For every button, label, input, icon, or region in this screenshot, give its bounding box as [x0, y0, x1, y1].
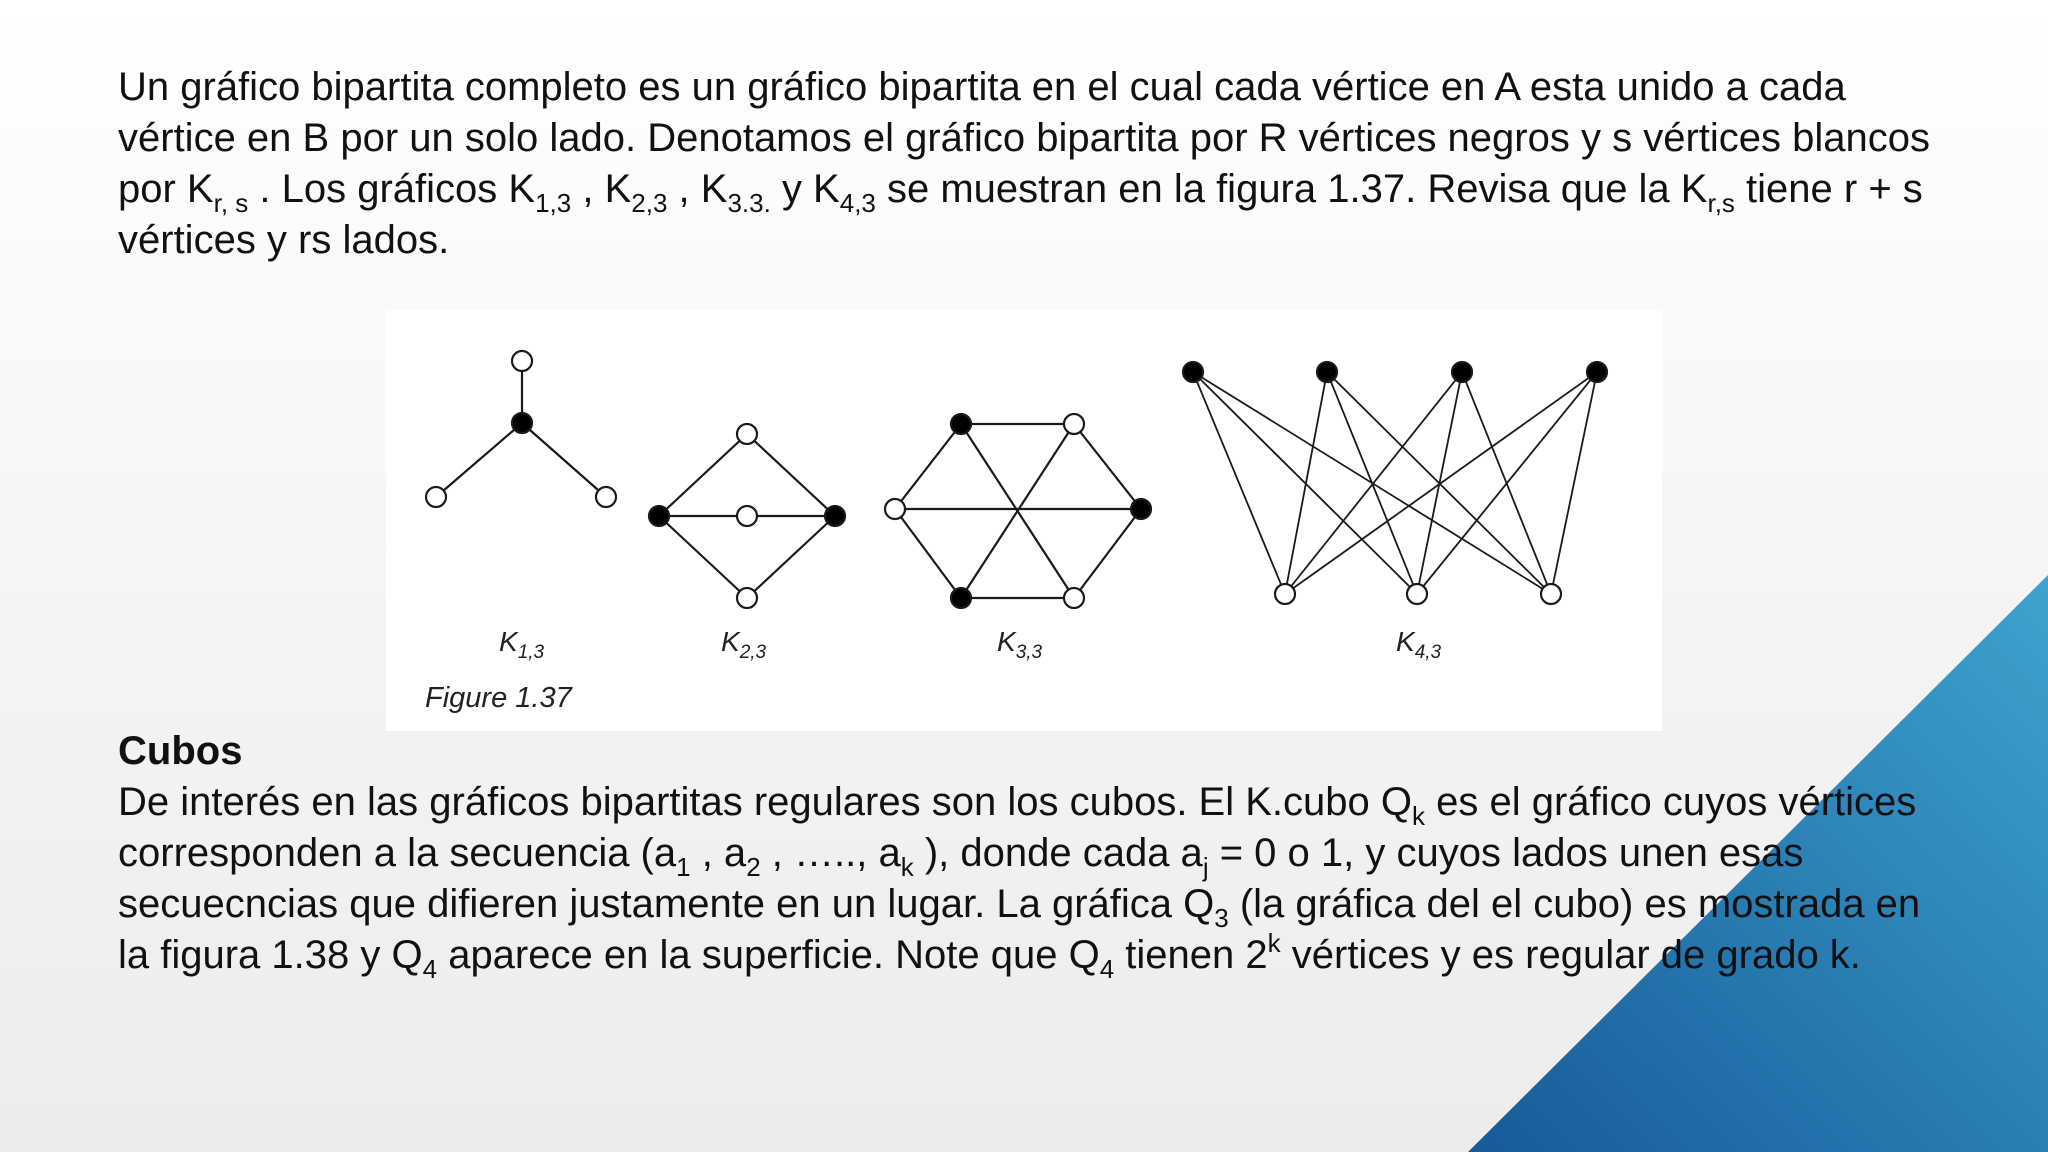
- k33-vertex-white: [1064, 414, 1084, 434]
- k43-vertex-black: [1587, 362, 1607, 382]
- cubes-text-5: ), donde cada a: [913, 831, 1203, 875]
- cubes-section: [118, 726, 1948, 984]
- cubes-heading: Cubos: [118, 729, 243, 773]
- k43-vertex-white: [1407, 584, 1427, 604]
- k33-vertex-white: [1064, 588, 1084, 608]
- k23-vertex-white: [737, 424, 757, 444]
- k33-vertex-black: [951, 414, 971, 434]
- k33-vertex-black: [1131, 499, 1151, 519]
- k43-vertex-black: [1183, 362, 1203, 382]
- intro-sub-5: 4,3: [839, 188, 876, 218]
- intro-text-4: , K: [667, 167, 728, 211]
- graph-label-k13: $K_{1,3}$: [499, 626, 545, 663]
- intro-sub-6: r,s: [1707, 188, 1735, 218]
- k43-vertex-black: [1317, 362, 1337, 382]
- k23-vertex-white: [737, 506, 757, 526]
- k13-vertex-black: [512, 413, 532, 433]
- cubes-text-8: aparece en la superficie. Note que Q: [437, 933, 1100, 977]
- graph-k33-edges: [895, 424, 1141, 598]
- cubes-sub-8: 4: [1099, 954, 1115, 984]
- cubes-sub-6: 3: [1214, 903, 1229, 933]
- graph-label-k33: $K_{3,3}$: [997, 626, 1043, 663]
- cubes-text-10: vértices y es regular de grado k.: [1280, 933, 1861, 977]
- k13-vertex-white: [596, 487, 616, 507]
- cubes-sub-1: k: [1411, 801, 1425, 831]
- intro-paragraph: [118, 62, 1948, 266]
- graph-label-k23: $K_{2,3}$: [721, 626, 767, 663]
- intro-text-6: se muestran en la figura 1.37. Revisa que la K: [875, 167, 1708, 211]
- cubes-sub-7: 4: [422, 954, 438, 984]
- cubes-text-4: , ….., a: [760, 831, 901, 875]
- cubes-text-7: (la gráfica del el cubo) es mostrada en la figura 1.38 y Q: [118, 882, 1921, 977]
- k23-vertex-white: [737, 588, 757, 608]
- k33-vertex-white: [885, 499, 905, 519]
- cubes-text-6: = 0 o 1, y cuyos lados unen esas secuecncias que difieren justamente en un lugar. La gráfica Q: [118, 831, 1804, 926]
- graph-k43-edges: [1193, 372, 1597, 594]
- cubes-text-2: es el gráfico cuyos vértices corresponden a la secuencia (a: [118, 780, 1917, 875]
- intro-sub-2: 1,3: [535, 188, 572, 218]
- k13-vertex-white: [512, 351, 532, 371]
- k43-vertex-white: [1541, 584, 1561, 604]
- cubes-sub-3: 2: [746, 852, 761, 882]
- intro-text-1: Un gráfico bipartita completo es un gráfico bipartita en el cual cada vértice en A esta unido a cada vértice en B por un solo lado. Denotamos el gráfico bipartita por R vértices negros y s vértices blancos por K: [118, 65, 1930, 211]
- figure-caption: Figure 1.37: [425, 682, 572, 714]
- k33-vertex-black: [951, 588, 971, 608]
- intro-text-2: . Los gráficos K: [248, 167, 536, 211]
- figure-image: [386, 310, 1662, 731]
- intro-text-5: y K: [770, 167, 840, 211]
- cubes-sub-5: j: [1202, 852, 1209, 882]
- cubes-sub-2: 1: [676, 852, 691, 882]
- intro-sub-1: r, s: [213, 188, 249, 218]
- cubes-text-1: De interés en las gráficos bipartitas regulares son los cubos. El K.cubo Q: [118, 780, 1412, 824]
- graph-label-k43: $K_{4,3}$: [1396, 626, 1442, 663]
- k43-vertex-white: [1275, 584, 1295, 604]
- k23-vertex-black: [825, 506, 845, 526]
- intro-sub-4: 3.3.: [727, 188, 771, 218]
- figure-graphs: [386, 310, 1662, 731]
- cubes-sup-9: k: [1267, 928, 1281, 958]
- cubes-text-3: , a: [690, 831, 747, 875]
- cubes-text-9: tienen 2: [1114, 933, 1268, 977]
- k13-vertex-white: [426, 487, 446, 507]
- intro-text-3: , K: [571, 167, 632, 211]
- k43-vertex-black: [1452, 362, 1472, 382]
- cubes-sub-4: k: [900, 852, 914, 882]
- intro-text-7: tiene r + s vértices y rs lados.: [118, 167, 1923, 262]
- k23-vertex-black: [649, 506, 669, 526]
- intro-sub-3: 2,3: [631, 188, 668, 218]
